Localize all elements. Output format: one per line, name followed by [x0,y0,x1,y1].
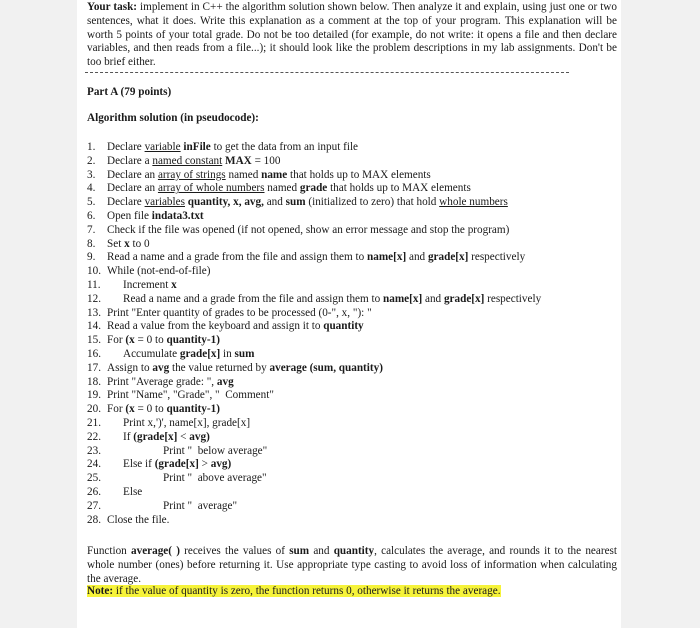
step-bold: (x [125,403,135,416]
step-text: Print " above average" [163,472,267,485]
step-underlined: whole numbers [439,196,508,209]
step-number: 6. [87,209,96,222]
step-16 [87,348,621,362]
step-text: Check if the file was opened (if not opened, show an error message and stop the program) [107,223,510,236]
step-text: Declare [107,141,145,153]
step-text: Print "Average grade: ", [107,375,217,388]
step-text: = 0 to [134,334,167,347]
note-label: Note: [87,585,114,597]
step-text: = 0 to [134,403,167,416]
step-26 [87,486,621,500]
step-text: Read a name and a grade from the file and assign them to [107,251,368,264]
dashed-separator [85,72,569,73]
step-17 [87,362,621,376]
step-number: 23. [87,444,101,457]
step-bold: sum [285,196,306,209]
step-text: the value returned by [169,361,270,374]
step-24 [87,458,621,472]
step-text: Assign to [107,361,153,374]
function-bold: quantity [333,545,375,557]
step-text: Print "Name", "Grade", " Comment" [107,389,274,402]
step-number: 28. [87,513,101,526]
step-number: 7. [87,223,96,236]
step-text: Set [107,237,125,250]
step-21 [87,417,621,431]
step-4 [87,182,621,196]
step-bold: grade[x] [179,347,221,360]
step-underlined: variable [144,141,181,153]
step-number: 25. [87,472,101,485]
step-18 [87,376,621,390]
step-bold: indata3.txt [151,209,204,222]
step-text: Else [123,485,143,498]
step-text: Read a value from the keyboard and assign it to [107,320,324,333]
step-bold: (grade[x] [133,430,178,443]
step-text: respectively [468,251,526,264]
step-15 [87,334,621,348]
step-25 [87,472,621,486]
step-text: named [264,182,300,195]
step-bold: grade[x] [427,251,469,264]
step-text: > [198,458,211,471]
step-bold: sum [234,347,255,360]
step-bold: (x [125,334,135,347]
note-text: if the value of quantity is zero, the function returns 0, otherwise it returns the average. [113,585,501,597]
step-number: 2. [87,154,96,167]
step-text: While (not-end-of-file) [107,265,211,278]
step-bold: (grade[x] [154,458,199,471]
step-bold: avg) [189,430,210,443]
step-11 [87,279,621,293]
step-19 [87,389,621,403]
step-bold: x [171,278,177,291]
step-bold: name[x] [367,251,407,264]
step-number: 9. [87,251,96,264]
step-number: 3. [87,168,96,181]
step-bold: MAX [222,154,252,167]
step-text: respectively [484,292,542,305]
step-text: Print "Enter quantity of grades to be processed (0-", x, "): " [107,306,372,319]
step-number: 24. [87,458,101,471]
step-underlined: array of whole numbers [157,182,265,195]
step-number: 10. [87,265,101,278]
step-14 [87,320,621,334]
step-3 [87,169,621,183]
step-bold: quantity, x, avg, [184,196,264,209]
step-text: Declare a [107,154,153,167]
step-text: Else if [123,458,155,471]
step-bold: inFile [180,141,211,153]
step-number: 8. [87,237,96,250]
step-8 [87,238,621,252]
pseudocode-steps [87,141,621,527]
step-number: 17. [87,361,101,374]
step-bold: quantity [323,320,364,333]
step-number: 19. [87,389,101,402]
step-bold: grade[x] [443,292,485,305]
step-bold: avg [152,361,170,374]
step-number: 18. [87,375,101,388]
document-page [77,0,621,628]
step-1 [87,141,621,155]
function-text: and [309,545,334,557]
step-bold: grade [299,182,328,195]
step-text: If [123,430,134,443]
step-text: to 0 [129,237,150,250]
step-number: 15. [87,334,101,347]
step-text: Declare an [107,168,158,181]
step-number: 5. [87,196,96,209]
function-bold: sum [289,545,310,557]
step-6 [87,210,621,224]
step-number: 4. [87,182,96,195]
step-22 [87,431,621,445]
step-5 [87,196,621,210]
step-bold: x [124,237,130,250]
part-a-heading: Part A (79 points) [87,86,172,98]
step-text: Print x,')', name[x], grade[x] [123,416,251,429]
step-number: 12. [87,292,101,305]
step-text: Declare an [107,182,158,195]
step-13 [87,307,621,321]
step-12 [87,293,621,307]
step-number: 14. [87,320,101,333]
step-text: (initialized to zero) that hold [305,196,440,209]
step-bold: quantity-1) [166,334,220,347]
step-bold: quantity-1) [166,403,220,416]
step-text: < [177,430,190,443]
step-number: 1. [87,141,96,153]
step-text: Read a name and a grade from the file and assign them to [123,292,384,305]
step-7 [87,224,621,238]
step-text: and [422,292,444,305]
function-name: average( ) [131,545,180,557]
step-bold: avg) [210,458,232,471]
step-text: For [107,334,126,347]
step-number: 21. [87,416,101,429]
function-description [87,545,617,586]
step-number: 11. [87,278,101,291]
step-text: Open file [107,209,152,222]
note-highlighted [87,585,501,599]
step-number: 22. [87,430,101,443]
step-text: in [220,347,235,360]
step-underlined: variables [144,196,185,209]
step-bold: avg [216,375,234,388]
step-text: to get the data from an input file [210,141,359,153]
step-number: 27. [87,499,101,512]
step-bold: name [261,168,288,181]
step-text: that holds up to MAX elements [327,182,471,195]
step-28 [87,514,621,528]
step-9 [87,251,621,265]
step-text: named [225,168,262,181]
step-text: = 100 [251,154,281,167]
step-number: 16. [87,347,101,360]
function-text: , calculates the average, and rounds it to the nearest whole number (ones) before returning it. Use appropriate type casting to avoid loss of information when calculating the average. [87,545,617,585]
step-number: 13. [87,306,101,319]
step-10 [87,265,621,279]
step-27 [87,500,621,514]
function-text: Function [87,545,131,557]
step-20 [87,403,621,417]
task-label: Your task: [87,1,138,13]
task-description [87,1,617,70]
step-text: Print " below average" [163,444,268,457]
step-bold: average (sum, quantity) [269,361,383,374]
step-text: Increment [123,278,172,291]
step-underlined: named constant [152,154,223,167]
step-text: Declare [107,196,145,209]
step-text: and [406,251,428,264]
step-text: and [263,196,286,209]
step-bold: name[x] [383,292,423,305]
step-text: For [107,403,126,416]
step-underlined: array of strings [157,168,226,181]
step-number: 26. [87,485,101,498]
algorithm-heading: Algorithm solution (in pseudocode): [87,112,259,124]
step-text: Print " average" [163,499,238,512]
step-text: that holds up to MAX elements [287,168,431,181]
step-text: Close the file. [107,513,170,526]
step-number: 20. [87,403,101,416]
step-text: Accumulate [123,347,180,360]
function-text: receives the values of [179,545,290,557]
step-2 [87,155,621,169]
task-text: implement in C++ the algorithm solution shown below. Then analyze it and explain, using just one or two sentences, what it does. Write this explanation as a comment at the top of your program. This explanation will be worth 5 points of your total grade. Do not be too detailed (for example, do not write: it opens a file and then declare variables, and then reads from a file...); it should look like the problem descriptions in my lab assignments. Don't be too brief either. [87,1,617,69]
step-23 [87,445,621,459]
